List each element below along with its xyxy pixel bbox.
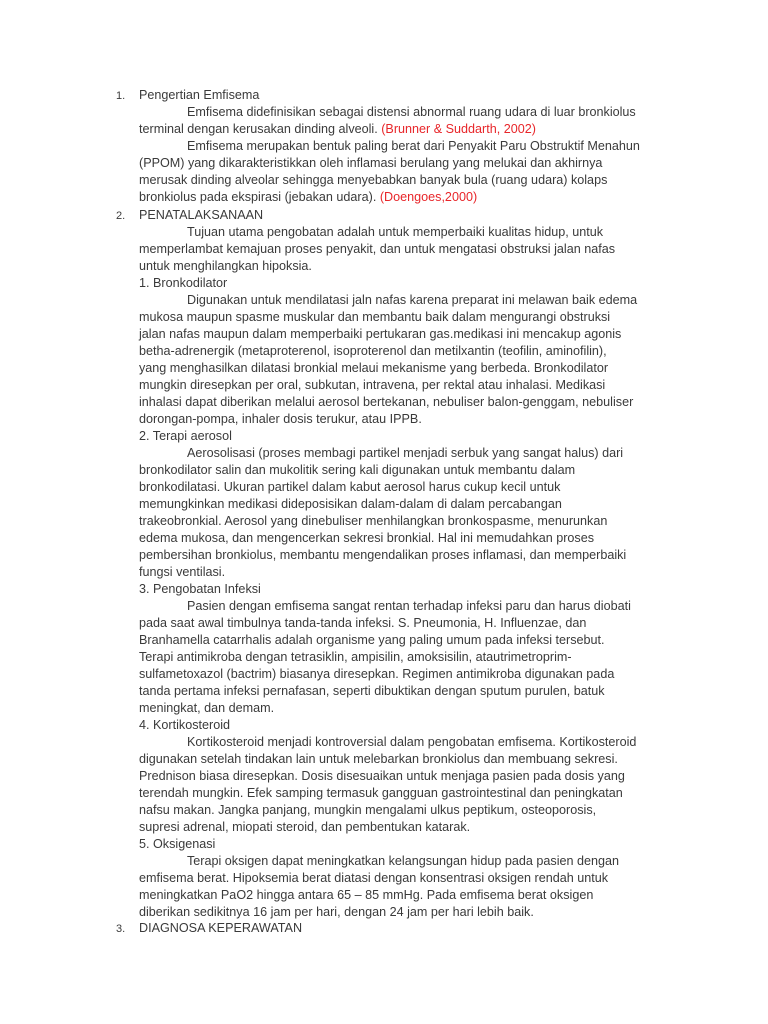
subsection-title: 2. Terapi aerosol	[139, 429, 232, 443]
subsection-title: 1. Bronkodilator	[139, 276, 228, 290]
paragraph-line: trakeobronkial. Aerosol yang dinebuliser menhilangkan bronkospasme, menurunkan	[139, 514, 608, 528]
paragraph-line: supresi adrenal, miopati steroid, dan pembentukan katarak.	[139, 820, 471, 834]
paragraph-line: diberikan sedikitnya 16 jam per hari, dengan 24 jam per hari lebih baik.	[139, 905, 534, 919]
paragraph-line: memperlambat kemajuan proses penyakit, dan untuk mengatasi obstruksi jalan nafas	[139, 242, 616, 256]
paragraph-line: sulfametoxazol (bactrim) biasanya diresepkan. Regimen antimikroba digunakan pada	[139, 667, 615, 681]
paragraph-line: emfisema berat. Hipoksemia berat diatasi dengan konsentrasi oksigen rendah untuk	[139, 871, 609, 885]
paragraph-line: Branhamella catarrhalis adalah organisme yang paling umum pada infeksi tersebut.	[139, 633, 605, 647]
paragraph-line: meningkat, dan demam.	[139, 701, 275, 715]
paragraph-line: fungsi ventilasi.	[139, 565, 226, 579]
paragraph-line: terendah mungkin. Efek samping termasuk gangguan gastrointestinal dan peningkatan	[139, 786, 623, 800]
paragraph-line: meningkatkan PaO2 hingga antara 65 – 85 mmHg. Pada emfisema berat oksigen	[139, 888, 594, 902]
paragraph-line: Emfisema merupakan bentuk paling berat dari Penyakit Paru Obstruktif Menahun	[187, 139, 640, 153]
paragraph-line: mungkin diresepkan per oral, subkutan, intravena, per rektal atau inhalasi. Medikasi	[139, 378, 606, 392]
paragraph-line: Tujuan utama pengobatan adalah untuk memperbaiki kualitas hidup, untuk	[187, 225, 604, 239]
paragraph-text: terminal dengan kerusakan dinding alveoli.	[139, 122, 378, 136]
paragraph-line: edema mukosa, dan mengencerkan sekresi bronkial. Hal ini memudahkan proses	[139, 531, 595, 545]
paragraph-line: Kortikosteroid menjadi kontroversial dalam pengobatan emfisema. Kortikosteroid	[187, 735, 637, 749]
paragraph-line: untuk menghilangkan hipoksia.	[139, 259, 312, 273]
paragraph-line: memungkinkan medikasi dideposisikan dalam-dalam di dalam percabangan	[139, 497, 562, 511]
paragraph-line: Aerosolisasi (proses membagi partikel menjadi serbuk yang sangat halus) dari	[187, 446, 624, 460]
list-number: 3.	[116, 923, 126, 935]
paragraph-text: bronkiolus pada ekspirasi (jebakan udara).	[139, 190, 377, 204]
paragraph-line: Terapi oksigen dapat meningkatkan kelangsungan hidup pada pasien dengan	[187, 854, 620, 868]
paragraph-line: betha-adrenergik (metaproterenol, isoproterenol dan metilxantin (teofilin, aminofilin),	[139, 344, 607, 358]
paragraph-line: nafsu makan. Jangka panjang, mungkin mengalami ulkus peptikum, osteoporosis,	[139, 803, 597, 817]
paragraph-line: bronkodilator salin dan mukolitik sering kali digunakan untuk membantu dalam	[139, 463, 576, 477]
paragraph-line: pembersihan bronkiolus, membantu mengendalikan proses inflamasi, dan memperbaiki	[139, 548, 627, 562]
paragraph-line: mukosa maupun spasme muskular dan membantu baik dalam mengurangi obstruksi	[139, 310, 611, 324]
paragraph-line	[139, 189, 477, 206]
paragraph-line: Digunakan untuk mendilatasi jaln nafas karena preparat ini melawan baik edema	[187, 293, 638, 307]
paragraph-line: pada saat awal timbulnya tanda-tanda infeksi. S. Pneumonia, H. Influenzae, dan	[139, 616, 587, 630]
citation: (Brunner & Suddarth, 2002)	[381, 122, 536, 136]
subsection-title: 3. Pengobatan Infeksi	[139, 582, 261, 596]
paragraph-line: (PPOM) yang dikarakteristikkan oleh inflamasi berulang yang melukai dan akhirnya	[139, 156, 603, 170]
subsection-title: 5. Oksigenasi	[139, 837, 216, 851]
paragraph-line: tanda pertama infeksi pernafasan, seperti dibuktikan dengan sputum purulen, batuk	[139, 684, 605, 698]
paragraph-line: yang menghasilkan dilatasi bronkial melaui mekanisme yang berbeda. Bronkodilator	[139, 361, 609, 375]
paragraph-line: Pasien dengan emfisema sangat rentan terhadap infeksi paru dan harus diobati	[187, 599, 631, 613]
citation: (Doengoes,2000)	[379, 190, 478, 204]
paragraph-line: dorongan-pompa, inhaler dosis terukur, atau IPPB.	[139, 412, 422, 426]
list-number: 2.	[116, 210, 126, 222]
section-heading: DIAGNOSA KEPERAWATAN	[139, 921, 303, 935]
paragraph-line: Terapi antimikroba dengan tetrasiklin, ampisilin, amoksisilin, atautrimetroprim-	[139, 650, 572, 664]
paragraph-line: jalan nafas maupun dalam memperbaiki pertukaran gas.medikasi ini mencakup agonis	[139, 327, 622, 341]
paragraph-line: Prednison biasa diresepkan. Dosis disesuaikan untuk menjaga pasien pada dosis yang	[139, 769, 625, 783]
subsection-title: 4. Kortikosteroid	[139, 718, 230, 732]
paragraph-line: bronkodilatasi. Ukuran partikel dalam kabut aerosol harus cukup kecil untuk	[139, 480, 561, 494]
paragraph-line: digunakan setelah tindakan lain untuk melebarkan bronkiolus dan membuang sekresi.	[139, 752, 618, 766]
paragraph-line: merusak dinding alveolar sehingga menyebabkan banyak bula (ruang udara) kolaps	[139, 173, 608, 187]
section-heading: PENATALAKSANAAN	[139, 208, 264, 222]
paragraph-line: Emfisema didefinisikan sebagai distensi abnormal ruang udara di luar bronkiolus	[187, 105, 636, 119]
paragraph-line: inhalasi dapat diberikan melalui aerosol bertekanan, nebuliser balon-genggam, nebuliser	[139, 395, 634, 409]
list-number: 1.	[116, 90, 126, 102]
paragraph-line	[139, 121, 536, 138]
section-heading: Pengertian Emfisema	[139, 88, 260, 102]
